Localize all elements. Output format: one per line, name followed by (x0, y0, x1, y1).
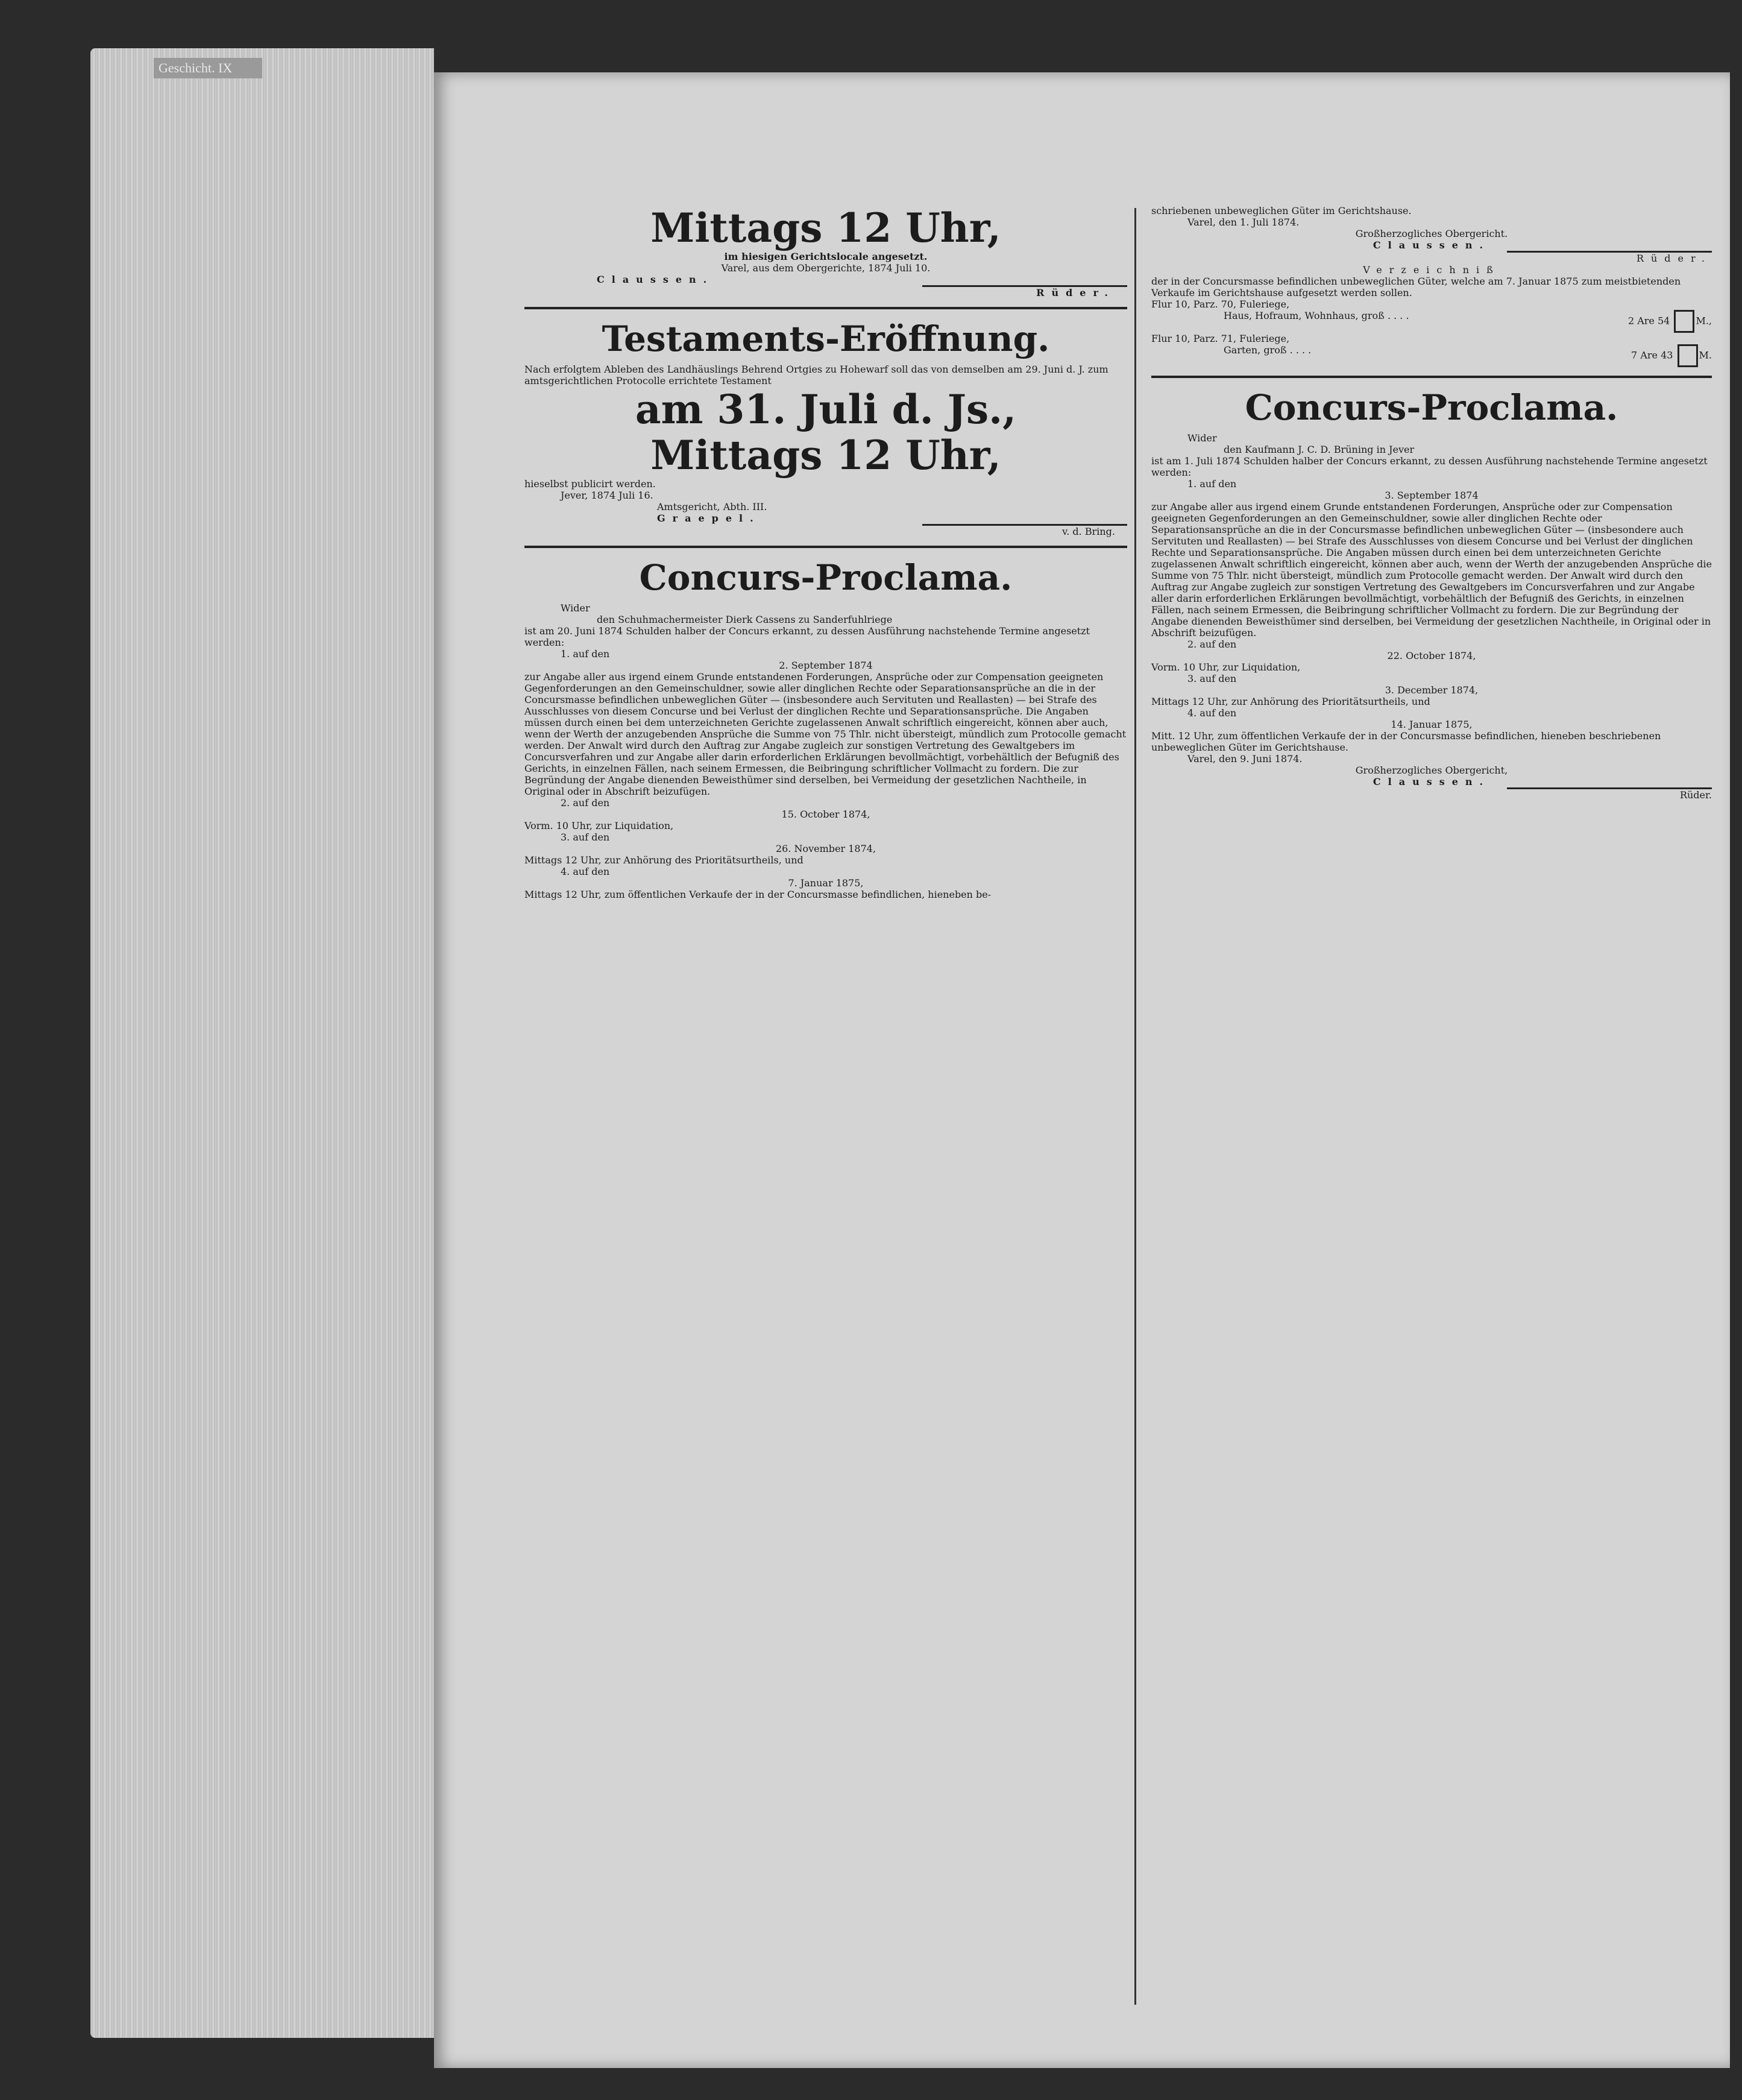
left-concurs-t3-label: 3. auf den (561, 831, 610, 843)
left-concurs-heading: Concurs-Proclama. (639, 557, 1013, 598)
verzeichnis-item1-unit: M., (1696, 315, 1712, 327)
spine-label: Geschicht. IX (154, 58, 262, 78)
right-top-line1: schriebenen unbeweglichen Güter im Gerichtshause. (1151, 205, 1412, 216)
verzeichnis-item2-c: 7 Are 43 (1631, 349, 1673, 361)
right-concurs-t2-label: 2. auf den (1187, 639, 1237, 650)
left-column (524, 205, 1127, 900)
right-concurs-t4-label: 4. auf den (1187, 707, 1237, 719)
testament-date: am 31. Juli d. Js., (635, 386, 1017, 433)
verzeichnis (1151, 264, 1712, 367)
left-concurs-t2-label: 2. auf den (561, 797, 610, 809)
right-concurs-t1-label: 1. auf den (1187, 478, 1237, 490)
right-concurs-sign2: Rüder. (1679, 789, 1712, 801)
verzeichnis-title: Verzeichniß (1363, 264, 1500, 276)
square-unit-icon (1678, 344, 1698, 367)
right-concurs-sign1: Claussen. (1373, 776, 1491, 787)
left-top-line2: Varel, aus dem Obergerichte, 1874 Juli 10. (721, 262, 931, 274)
left-concurs-intro: ist am 20. Juni 1874 Schulden halber der Concurs erkannt, zu dessen Ausführung nachstehende Termine angesetzt werden: (524, 625, 1090, 648)
verzeichnis-item1-a: Flur 10, Parz. 70, Fuleriege, (1151, 298, 1290, 310)
right-concurs-place-date: Varel, den 9. Juni 1874. (1187, 753, 1303, 765)
left-concurs-t1-label: 1. auf den (561, 648, 610, 660)
left-concurs-t4-label: 4. auf den (561, 866, 610, 877)
section-divider (524, 546, 1127, 548)
verzeichnis-item2-a: Flur 10, Parz. 71, Fuleriege, (1151, 333, 1290, 344)
verzeichnis-item1-area (1628, 310, 1712, 333)
right-top-notice (1151, 205, 1712, 264)
right-concurs-t2-date: 22. October 1874, (1387, 650, 1476, 661)
right-top-court: Großherzogliches Obergericht. (1355, 228, 1508, 239)
verzeichnis-item2-row (1151, 344, 1712, 367)
right-top-sign2: Rüder. (1636, 253, 1712, 264)
left-concurs-t3-date: 26. November 1874, (775, 843, 876, 854)
document-page (434, 72, 1730, 2068)
right-concurs-t2-text: Vorm. 10 Uhr, zur Liquidation, (1151, 661, 1301, 673)
left-top-notice (524, 205, 1127, 298)
verzeichnis-item2-area (1631, 344, 1712, 367)
testament-court: Amtsgericht, Abth. III. (657, 501, 767, 512)
square-unit-icon (1674, 310, 1694, 333)
left-concurs-t1-date: 2. September 1874 (779, 660, 873, 671)
left-concurs-t3-text: Mittags 12 Uhr, zur Anhörung des Prioritätsurtheils, und (524, 854, 803, 866)
left-concurs-t4-text: Mittags 12 Uhr, zum öffentlichen Verkaufe der in der Concursmasse befindlichen, hieneben be- (524, 889, 992, 900)
verzeichnis-item1-b: Haus, Hofraum, Wohnhaus, groß . . . . (1224, 310, 1409, 321)
testament-sign1: Graepel. (657, 512, 761, 524)
verzeichnis-item2-b: Garten, groß . . . . (1224, 344, 1312, 356)
left-top-sign2: Rüder. (1036, 287, 1115, 298)
right-concurs-notice (1151, 386, 1712, 801)
verzeichnis-item2-unit: M. (1699, 349, 1712, 361)
book-page-edges (90, 48, 434, 2038)
testament-sign2: v. d. Bring. (1062, 526, 1115, 537)
left-concurs-debtor: den Schuhmachermeister Dierk Cassens zu Sanderfuhlriege (597, 614, 893, 625)
verzeichnis-item1-c: 2 Are 54 (1627, 315, 1670, 327)
testament-line2: Jever, 1874 Juli 16. (561, 490, 653, 501)
left-concurs-t4-date: 7. Januar 1875, (788, 877, 864, 889)
left-top-sign1: Claussen. (597, 274, 714, 285)
left-concurs-t2-date: 15. October 1874, (781, 809, 870, 820)
column-divider (1134, 208, 1136, 2005)
testament-line1: hieselbst publicirt werden. (524, 478, 656, 490)
left-top-time: Mittags 12 Uhr, (650, 204, 1001, 251)
testament-time: Mittags 12 Uhr, (650, 432, 1001, 479)
testament-heading: Testaments-Eröffnung. (602, 318, 1050, 359)
right-concurs-intro: ist am 1. Juli 1874 Schulden halber der Concurs erkannt, zu dessen Ausführung nachstehende Termine angesetzt werden: (1151, 455, 1708, 478)
right-column (1151, 205, 1712, 801)
left-concurs-t2-text: Vorm. 10 Uhr, zur Liquidation, (524, 820, 674, 831)
left-concurs-t1-text: zur Angabe aller aus irgend einem Grunde entstandenen Forderungen, Ansprüche oder zur Compensation geeigneten Gegenforderungen an den Gemeinschuldner, sowie aller dinglichen Rechte oder Separationsansprüche an die in der Concursmasse befindlichen unbeweglichen Güter — (insbesondere auch Servituten und Reallasten) — bei Strafe des Ausschlusses von diesem Concurse und bei Verlust der dinglichen Rechte und Separationsansprüche. Die Angaben müssen durch einen bei dem unterzeichneten Gerichte zugelassenen Anwalt schriftlich eingereicht, können aber auch, wenn der Werth der anzugebenden Ansprüche die Summe von 75 Thlr. nicht übersteigt, mündlich zum Protocolle gemacht werden. Der Anwalt wird durch den Auftrag zur Angabe zugleich zur sonstigen Vertretung des Gewaltgebers im Concursverfahren und zur Angabe aller darin erforderlichen Erklärungen bevollmächtigt, vorbehältlich der Befugniß des Gerichts, in einzelnen Fällen, nach seinem Ermessen, die Beibringung schriftlicher Vollmacht zu fordern. Die zur Begründung der Angabe dienenden Beweisthümer sind derselben, bei Vermeidung der gesetzlichen Nachtheile, in Original oder in Abschrift beizufügen. (524, 671, 1127, 797)
right-concurs-t1-date: 3. September 1874 (1385, 490, 1479, 501)
left-top-line1: im hiesigen Gerichtslocale angesetzt. (724, 251, 928, 262)
verzeichnis-item1-row (1151, 310, 1712, 333)
right-concurs-t3-label: 3. auf den (1187, 673, 1237, 684)
section-divider (524, 307, 1127, 309)
right-concurs-debtor: den Kaufmann J. C. D. Brüning in Jever (1224, 444, 1415, 455)
right-concurs-t3-text: Mittags 12 Uhr, zur Anhörung des Prioritätsurtheils, und (1151, 696, 1430, 707)
right-concurs-t3-date: 3. December 1874, (1385, 684, 1479, 696)
right-concurs-t1-text: zur Angabe aller aus irgend einem Grunde entstandenen Forderungen, Ansprüche oder zur Compensation geeigneten Gegenforderungen an den Gemeinschuldner, sowie aller dinglichen Rechte oder Separationsansprüche an die in der Concursmasse befindlichen unbeweglichen Güter — (insbesondere auch Servituten und Reallasten) — bei Strafe des Ausschlusses von diesem Concurse und bei Verlust der dinglichen Rechte und Separationsansprüche. Die Angaben müssen durch einen bei dem unterzeichneten Gerichte zugelassenen Anwalt schriftlich eingereicht, können aber auch, wenn der Werth der anzugebenden Ansprüche die Summe von 75 Thlr. nicht übersteigt, mündlich zum Protocolle gemacht werden. Der Anwalt wird durch den Auftrag zur Angabe zugleich zur sonstigen Vertretung des Gewaltgebers im Concursverfahren und zur Angabe aller darin erforderlichen Erklärungen bevollmächtigt, vorbehältlich der Befugniß des Gerichts, in einzelnen Fällen, nach seinem Ermessen, die Beibringung schriftlicher Vollmacht zu fordern. Die zur Begründung der Angabe dienenden Beweisthümer sind derselben, bei Vermeidung der gesetzlichen Nachtheile, in Original oder in Abschrift beizufügen. (1151, 501, 1712, 639)
right-concurs-court: Großherzogliches Obergericht, (1355, 765, 1508, 776)
right-top-line2: Varel, den 1. Juli 1874. (1187, 216, 1300, 228)
verzeichnis-body: der in der Concursmasse befindlichen unbeweglichen Güter, welche am 7. Januar 1875 zum meistbietenden Verkaufe im Gerichtshause aufgesetzt werden sollen. (1151, 276, 1681, 298)
right-concurs-heading: Concurs-Proclama. (1245, 387, 1618, 428)
left-concurs-notice (524, 557, 1127, 900)
right-concurs-wider: Wider (1187, 432, 1217, 444)
testament-notice (524, 318, 1127, 537)
testament-body: Nach erfolgtem Ableben des Landhäuslings Behrend Ortgies zu Hohewarf soll das von demselben am 29. Juni d. J. zum amtsgerichtlichen Protocolle errichtete Testament (524, 364, 1108, 386)
left-concurs-wider: Wider (561, 602, 590, 614)
section-divider (1151, 376, 1712, 378)
right-concurs-t4-date: 14. Januar 1875, (1391, 719, 1473, 730)
right-concurs-t4-text: Mitt. 12 Uhr, zum öffentlichen Verkaufe der in der Concursmasse befindlichen, hieneben beschriebenen unbeweglichen Güter im Gerichtshause. (1151, 730, 1661, 753)
right-top-sign1: Claussen. (1373, 239, 1491, 251)
